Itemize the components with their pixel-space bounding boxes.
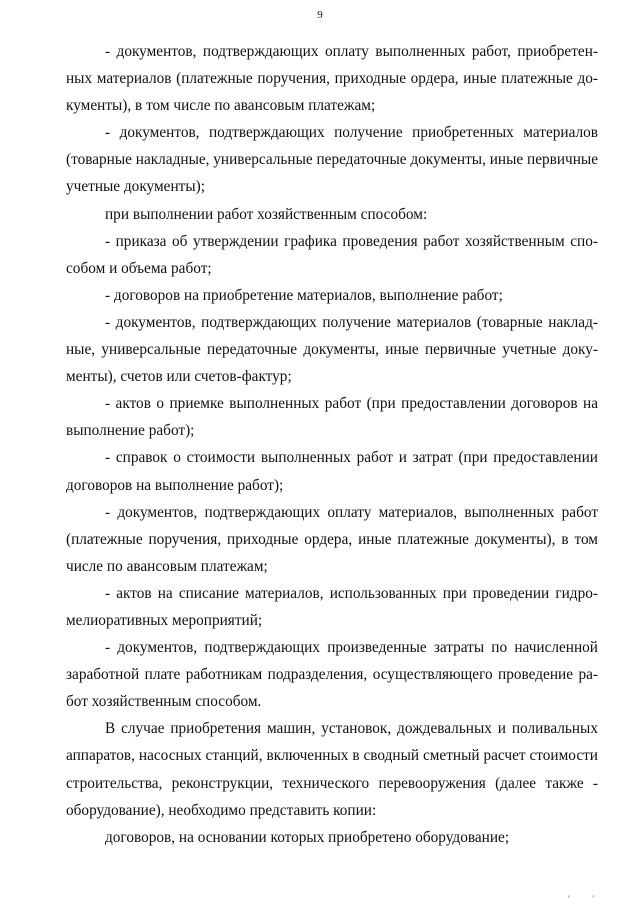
paragraph: - договоров на приобретение материалов, выполнение работ; [105, 286, 503, 304]
paragraph: - документов, подтверждающих оплату выполненных работ, приобретенных материалов (платежные поручения, приходные ордера, иные платежные документы), в том числе по авансовым платежам; [66, 43, 598, 115]
paragraph: при выполнении работ хозяйственным способом: [105, 205, 428, 223]
document-body [66, 38, 598, 851]
paragraph: договоров, на основании которых приобретено оборудование; [105, 828, 510, 846]
footer-mark: ′ ′ [568, 894, 605, 904]
page-number: 9 [317, 9, 323, 21]
paragraph: - актов о приемке выполненных работ (при предоставлении договоров на выполнение работ); [66, 395, 598, 440]
paragraph: - актов на списание материалов, использованных при проведении гидромелиоративных мероприятий; [66, 584, 598, 629]
paragraph: - документов, подтверждающих получение материалов (товарные накладные, универсальные передаточные документы, иные первичные учетные документы), счетов или счетов-фактур; [66, 313, 598, 386]
paragraph: В случае приобретения машин, установок, дождевальных и поливальных аппаратов, насосных станций, включенных в сводный сметный расчет стоимости строительства, реконструкции, технического перевооружения (далее также - оборудование), необходимо представить копии: [66, 720, 598, 819]
paragraph: - документов, подтверждающих получение приобретенных материалов (товарные накладные, универсальные передаточные документы, иные первичные учетные документы); [66, 124, 598, 196]
paragraph: - справок о стоимости выполненных работ и затрат (при предоставлении договоров на выполнение работ); [66, 449, 598, 494]
paragraph: - документов, подтверждающих произведенные затраты по начисленной заработной плате работникам подразделения, осуществляющего проведение работ хозяйственным способом. [66, 639, 598, 711]
paragraph: - документов, подтверждающих оплату материалов, выполненных работ (платежные поручения, приходные ордера, иные платежные документы), в том числе по авансовым платежам; [66, 503, 598, 575]
paragraph: - приказа об утверждении графика проведения работ хозяйственным способом и объема работ; [66, 232, 598, 277]
